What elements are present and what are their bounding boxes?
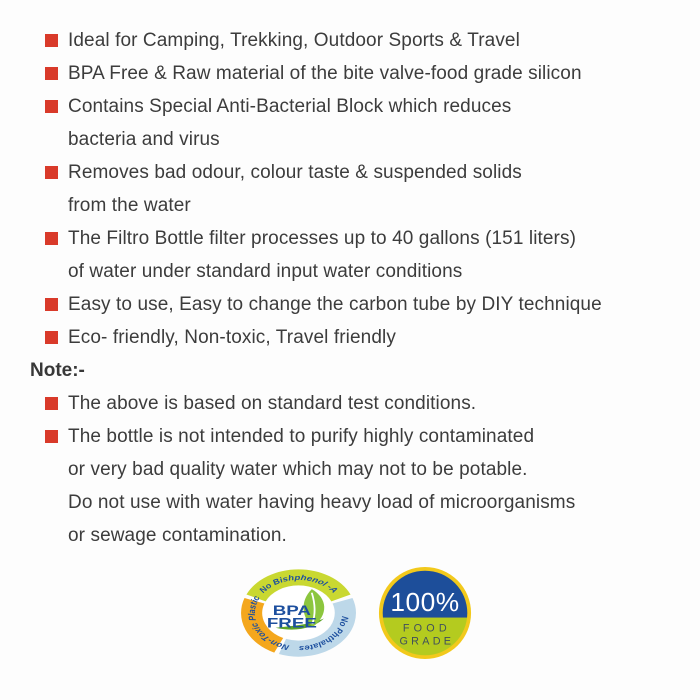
feature-item [45, 24, 680, 57]
food-word1-text: FOOD [402, 622, 451, 635]
feature-line: bacteria and virus [68, 129, 220, 150]
feature-line: The Filtro Bottle filter processes up to 40 gallons (151 liters) [68, 228, 577, 249]
feature-line: Eco- friendly, Non-toxic, Travel friendly [68, 327, 396, 348]
note-item [45, 387, 680, 420]
note-item [45, 420, 680, 552]
note-line: or sewage contamination. [68, 525, 287, 546]
feature-item [45, 57, 680, 90]
svg-text:FREE [267, 615, 317, 631]
note-line: The above is based on standard test conditions. [68, 393, 477, 414]
bpa-arc-left-label: Non-Toxic Plastic [245, 594, 291, 653]
feature-item [45, 222, 680, 288]
bullet-square-icon [45, 298, 58, 311]
bullet-square-icon [45, 397, 58, 410]
bpa-center-text-1: BPA [272, 602, 311, 619]
feature-line: Ideal for Camping, Trekking, Outdoor Sports & Travel [68, 30, 520, 51]
note-line: The bottle is not intended to purify highly contaminated [68, 426, 535, 447]
note-line: Do not use with water having heavy load of microorganisms [68, 492, 576, 513]
bullet-square-icon [45, 100, 58, 113]
food-grade-badge [378, 566, 472, 660]
feature-line: BPA Free & Raw material of the bite valve-food grade silicon [68, 63, 582, 84]
bullet-square-icon [45, 67, 58, 80]
feature-line: Removes bad odour, colour taste & suspended solids [68, 162, 522, 183]
feature-item [45, 321, 680, 354]
feature-item [45, 288, 680, 321]
note-heading: Note:- [30, 360, 85, 381]
food-word2-text: GRADE [399, 635, 455, 648]
bullet-square-icon [45, 430, 58, 443]
bpa-center-text-2: FREE [266, 614, 317, 632]
bullet-square-icon [45, 166, 58, 179]
feature-item [45, 90, 680, 156]
certification-badges [30, 566, 680, 660]
bpa-arc-top-label: No Bishphenol -A [256, 573, 341, 595]
feature-line: Easy to use, Easy to change the carbon tube by DIY technique [68, 294, 602, 315]
feature-item [45, 156, 680, 222]
feature-line: from the water [68, 195, 191, 216]
feature-line: Contains Special Anti-Bacterial Block which reduces [68, 96, 512, 117]
bpa-free-badge [238, 567, 359, 659]
bullet-square-icon [45, 232, 58, 245]
food-percent-text: 100% [390, 587, 460, 618]
feature-line: of water under standard input water conditions [68, 261, 463, 282]
bullet-square-icon [45, 331, 58, 344]
bpa-arc-right-label: No Phthalates [298, 615, 351, 654]
note-line: or very bad quality water which may not to be potable. [68, 459, 528, 480]
bullet-square-icon [45, 34, 58, 47]
